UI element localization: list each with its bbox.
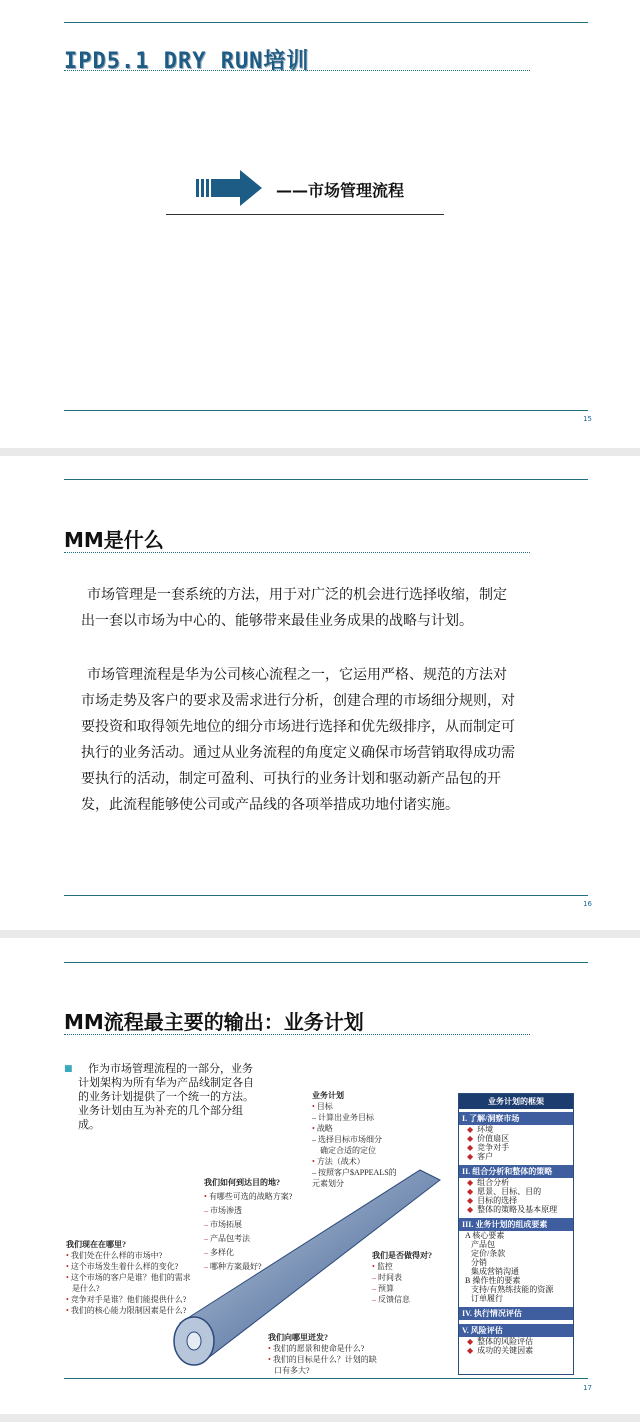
list-item: 元素划分 xyxy=(312,1179,344,1188)
block-title: 我们如何到达目的地? xyxy=(204,1178,280,1187)
list-item: 战略 xyxy=(316,1124,333,1133)
title-underline xyxy=(64,1034,530,1035)
bullet-icon: ■ xyxy=(64,1064,73,1074)
framework-item: B 操作性的要素 xyxy=(465,1276,521,1285)
framework-section: V. 风险评估 xyxy=(459,1324,573,1337)
text-line: 市场走势及客户的要求及需求进行分析，创建合理的市场细分规则，对 xyxy=(81,693,515,709)
text-line: 计划架构为所有华为产品线制定各自 xyxy=(78,1076,254,1089)
framework-item: 目标的选择 xyxy=(477,1196,518,1205)
list-item: 按照客户$APPEALS的 xyxy=(318,1168,397,1177)
framework-item: 愿景、目标、目的 xyxy=(477,1187,542,1196)
text-line: 成。 xyxy=(78,1118,100,1131)
framework-section: II. 组合分析和整体的策略 xyxy=(459,1165,573,1178)
list-item: 确定合适的定位 xyxy=(320,1146,376,1155)
framework-item: 整体的策略及基本原理 xyxy=(477,1205,558,1214)
framework-section: III. 业务计划的组成要素 xyxy=(459,1218,573,1231)
framework-section: IV. 执行情况评估 xyxy=(459,1307,573,1320)
list-item: 哪种方案最好? xyxy=(210,1262,262,1271)
text-line: 市场管理是一套系统的方法，用于对广泛的机会进行选择收缩，制定 xyxy=(87,587,507,603)
text-line: 作为市场管理流程的一部分，业务 xyxy=(88,1062,253,1075)
list-item: 口有多大? xyxy=(274,1366,310,1375)
how-reach-block: 我们如何到达目的地? • 有哪些可选的战略方案? – 市场渗透 – 市场拓展 – 产品包考法 – 多样化 – 哪种方案最好? xyxy=(204,1178,293,1271)
top-rule xyxy=(64,22,588,23)
paragraph-1 xyxy=(81,582,586,634)
business-plan-block: 业务计划 • 目标 – 计算出业务目标 • 战略 – 选择目标市场细分 确定合适的定位 • 方法（战术） – 按照客户$APPEALS的 元素划分 xyxy=(312,1090,432,1189)
where-go-block: 我们向哪里迸发? • 我们的愿景和使命是什么? • 我们的目标是什么？计划的缺 口有多大? xyxy=(268,1332,408,1376)
framework-item: 成功的关键因素 xyxy=(477,1346,534,1355)
text-line: 要执行的活动，制定可盈利、可执行的业务计划和驱动新产品包的开 xyxy=(81,771,501,787)
top-rule xyxy=(64,479,588,480)
list-item: 方法（战术） xyxy=(316,1157,365,1166)
slide-title: MM流程最主要的输出：业务计划 xyxy=(64,1010,364,1034)
list-item: 我们的目标是什么？计划的缺 xyxy=(272,1355,377,1364)
slide-16 xyxy=(0,456,640,930)
text-line: 市场管理流程是华为公司核心流程之一，它运用严格、规范的方法对 xyxy=(87,667,507,683)
text-line: 出一套以市场为中心的、能够带来最佳业务成果的战略与计划。 xyxy=(81,613,473,629)
business-plan-framework: 业务计划的框架 I. 了解/洞察市场 ◆ 环境 ◆ 价值扇区 ◆ 竞争对手 ◆ 客户 II. 组合分析和整体的策略 ◆ 组合分析 ◆ 愿景、目标、目的 ◆ 目标的选择 ◆ 整体的策略及基本原理 III. 业务计划的组成要素 A 核心要素 产品包 定价/条款 分销 集成营销沟通 B 操作性的要素 支持/有熟练技能的资源 订单履行 IV. 执行情况评估 V. 风险评估 ◆ 整体的风险评估 ◆ 成功的关键因素 xyxy=(458,1093,574,1375)
list-item: 市场拓展 xyxy=(210,1220,242,1229)
slide-15 xyxy=(0,0,640,448)
framework-item: 集成营销沟通 xyxy=(465,1267,519,1276)
list-item: 计算出业务目标 xyxy=(318,1113,374,1122)
right-check-block: 我们是否做得对? • 监控 – 时间表 – 预算 – 反馈信息 xyxy=(372,1251,432,1304)
framework-item: 竞争对手 xyxy=(477,1143,510,1152)
slide-subtitle: ——市场管理流程 xyxy=(276,181,405,200)
subtitle-rule xyxy=(166,214,444,215)
framework-item: 组合分析 xyxy=(477,1178,510,1187)
list-item: 预算 xyxy=(378,1284,394,1293)
page-number: 15 xyxy=(583,415,592,423)
list-item: 这个市场发生着什么样的变化? xyxy=(70,1262,179,1271)
where-now-block: 我们现在在哪里? • 我们处在什么样的市场中? • 这个市场发生着什么样的变化? • 这个市场的客户是谁？他们的需求 是什么? • 竞争对手是谁？他们能提供什么? • 我们的核心能力限制因素是什么? xyxy=(66,1239,216,1316)
title-underline xyxy=(64,552,530,553)
bottom-rule xyxy=(64,1378,588,1379)
list-item: 时间表 xyxy=(378,1273,402,1282)
list-item: 我们处在什么样的市场中? xyxy=(70,1251,163,1260)
framework-item: 订单履行 xyxy=(465,1294,503,1303)
page-number: 16 xyxy=(583,900,592,908)
block-title: 业务计划 xyxy=(312,1091,344,1100)
framework-section: I. 了解/洞察市场 xyxy=(459,1112,573,1125)
block-title: 我们是否做得对? xyxy=(372,1251,432,1260)
framework-item: 价值扇区 xyxy=(477,1134,510,1143)
list-item: 选择目标市场细分 xyxy=(318,1135,382,1144)
list-item: 市场渗透 xyxy=(210,1206,242,1215)
framework-item: 整体的风险评估 xyxy=(477,1337,534,1346)
list-item: 反馈信息 xyxy=(378,1295,410,1304)
text-line: 执行的业务活动。通过从业务流程的角度定义确保市场营销取得成功需 xyxy=(81,745,515,761)
page-number: 17 xyxy=(583,1384,592,1392)
paragraph-2 xyxy=(81,662,586,818)
list-item: 竞争对手是谁？他们能提供什么? xyxy=(70,1295,187,1304)
framework-item: 定价/条款 xyxy=(465,1249,506,1258)
text-line: 发，此流程能够使公司或产品线的各项举措成功地付诸实施。 xyxy=(81,797,459,813)
list-item: 目标 xyxy=(316,1102,333,1111)
text-line: 要投资和取得领先地位的细分市场进行选择和优先级排序，从而制定可 xyxy=(81,719,515,735)
framework-item: 产品包 xyxy=(465,1240,495,1249)
list-item: 我们的核心能力限制因素是什么? xyxy=(70,1306,187,1315)
framework-item: 客户 xyxy=(477,1152,494,1161)
slide-title: MM是什么 xyxy=(64,528,164,552)
list-item: 我们的愿景和使命是什么? xyxy=(272,1344,365,1353)
framework-title: 业务计划的框架 xyxy=(459,1094,573,1109)
title-underline xyxy=(64,70,530,71)
list-item: 有哪些可选的战略方案? xyxy=(208,1192,293,1201)
block-title: 我们向哪里迸发? xyxy=(268,1333,328,1342)
list-item: 这个市场的客户是谁？他们的需求 xyxy=(70,1273,191,1282)
bottom-rule xyxy=(64,895,588,896)
arrow-right-icon xyxy=(196,168,266,210)
framework-item: 分销 xyxy=(465,1258,487,1267)
text-line: 业务计划由互为补充的几个部分组 xyxy=(78,1104,243,1117)
list-item: 是什么? xyxy=(72,1284,100,1293)
list-item: 多样化 xyxy=(210,1248,234,1257)
list-item: 产品包考法 xyxy=(210,1234,250,1243)
block-title: 我们现在在哪里? xyxy=(66,1240,126,1249)
text-line: 的业务计划提供了一个统一的方法。 xyxy=(78,1090,254,1103)
list-item: 监控 xyxy=(376,1262,393,1271)
framework-item: 支持/有熟练技能的资源 xyxy=(465,1285,554,1294)
slide-title: IPD5.1 DRY RUN培训 xyxy=(64,49,310,74)
intro-text xyxy=(64,1062,294,1132)
top-rule xyxy=(64,962,588,963)
framework-item: 环境 xyxy=(477,1125,494,1134)
framework-item: A 核心要素 xyxy=(465,1231,505,1240)
bottom-rule xyxy=(64,410,588,411)
